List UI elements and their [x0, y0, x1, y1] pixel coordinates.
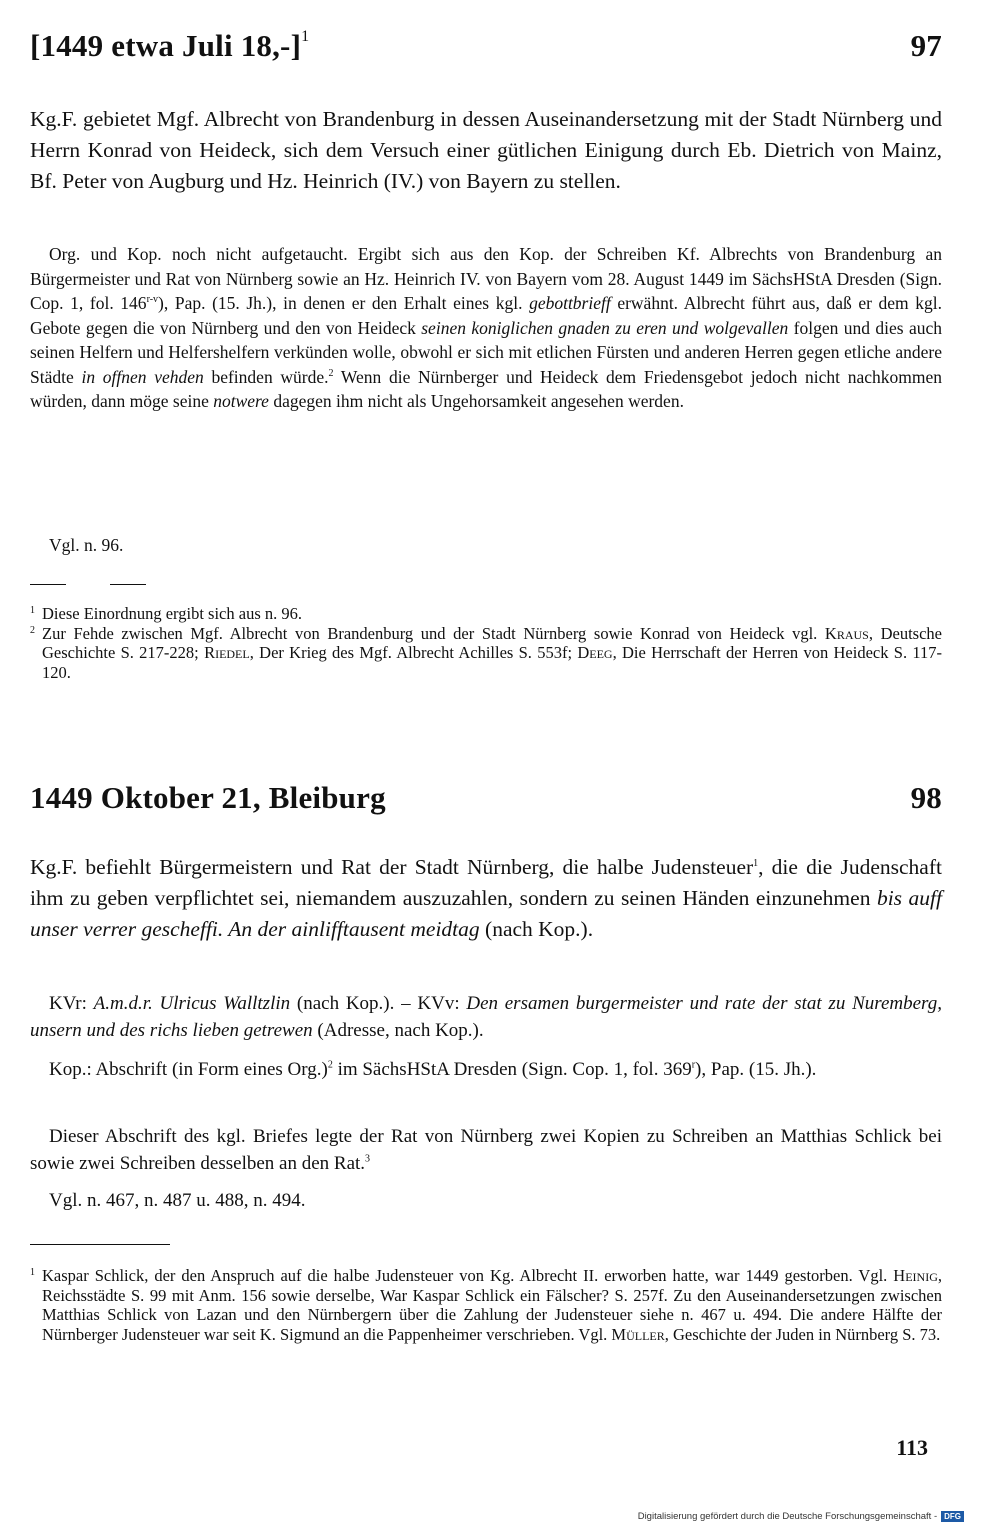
footnote-rule	[110, 584, 146, 585]
entry-97-footnotes	[30, 604, 942, 682]
entry-98-note: Dieser Abschrift des kgl. Briefes legte der Rat von Nürnberg zwei Kopien zu Schreiben an Matthias Schlick bei sowie zwei Schreiben desselben an den Rat.$^3$	[30, 1126, 942, 1174]
entry-97-comment: Org. und Kop. noch nicht aufgetaucht. Ergibt sich aus den Kop. der Schreiben Kf. Albrechts von Brandenburg an Bürgermeister und Rat von Nürnberg sowie an Hz. Heinrich IV. von Bayern vom 28. August 1449 im SächsHStA Dresden (Sign. Cop. 1, fol. 146$^{r-v}$), Pap. (15. Jh.), in denen er den Erhalt eines kgl. gebottbrieff erwähnt. Albrecht führt aus, daß er dem kgl. Gebote gegen die von Nürnberg und den von Heideck seinen koniglichen gnaden zu eren und wolgevallen folgen und dies auch seinen Helfern und Helfershelfern verkünden wolle, obwohl er sich mit etlichen Fürsten und anderen Herren gegen etliche andere Städte in offnen vehden befinden würde.$^2$ Wenn die Nürnberger und Heideck dem Friedensgebot jedoch nicht nachkommen würden, dann möge seine notwere dagegen ihm nicht als Ungehorsamkeit angesehen werden.	[30, 244, 943, 411]
entry-97-regest: Kg.F. gebietet Mgf. Albrecht von Brandenburg in dessen Auseinandersetzung mit der Stadt Nürnberg und Herrn Konrad von Heideck, sich dem Versuch einer gütlichen Einigung durch Eb. Dietrich von Mainz, Bf. Peter von Augburg und Hz. Heinrich (IV.) von Bayern zu stellen.	[30, 107, 942, 193]
footnote: 1 Kaspar Schlick, der den Anspruch auf die halbe Judensteuer von Kg. Albrecht II. erworben hatte, war 1449 gestorben. Vgl. Heinig, Reichsstädte S. 99 mit Anm. 156 sowie derselbe, War Kaspar Schlick ein Fälscher? S. 257f. Zu den Auseinandersetzungen zwischen Matthias Schlick von Lazan und den Nürnbergern über die Zahlung der Judensteuer siehe n. 467 u. 494. Die andere Hälfte der Nürnberger Judensteuer war seit K. Sigmund an die Pappenheimer verschrieben. Vgl. Müller, Geschichte der Juden in Nürnberg S. 73.	[30, 1266, 942, 1344]
entry-98-regest: Kg.F. befiehlt Bürgermeistern und Rat der Stadt Nürnberg, die halbe Judensteuer$^1$, die die Judenschaft ihm zu geben verpflichtet sei, niemandem auszuzahlen, sondern zu seinen Händen einzunehmen bis auff unser verrer gescheffi. An der ainlifftausent meidtag (nach Kop.).	[30, 855, 942, 941]
entry-98-kopie: Kop.: Abschrift (in Form eines Org.)$^2$ im SächsHStA Dresden (Sign. Cop. 1, fol. 369$^r$), Pap. (15. Jh.).	[49, 1059, 817, 1080]
entry-97-heading-note-ref: 1	[301, 27, 310, 45]
footnote-rule	[30, 1244, 170, 1245]
footnote: 1 Diese Einordnung ergibt sich aus n. 96.	[30, 604, 302, 623]
dfg-logo: DFG	[941, 1511, 964, 1522]
page-number: 113	[896, 1435, 928, 1460]
entry-98-heading	[30, 780, 942, 830]
entry-98-footnotes	[30, 1266, 942, 1344]
credit-text: Digitalisierung gefördert durch die Deutsche Forschungsgemeinschaft -	[637, 1511, 938, 1522]
footnote: 2 Zur Fehde zwischen Mgf. Albrecht von Brandenburg und der Stadt Nürnberg sowie Konrad von Heideck vgl. Kraus, Deutsche Geschichte S. 217-228; Riedel, Der Krieg des Mgf. Albrecht Achilles S. 553f; Deeg, Die Herrschaft der Herren von Heideck S. 117-120.	[30, 623, 942, 682]
footnote-rule	[30, 584, 66, 585]
digitization-credit	[638, 1511, 964, 1522]
entry-97-date: [1449 etwa Juli 18,-]	[30, 28, 302, 63]
entry-97-heading	[30, 28, 942, 78]
entry-97-vgl: Vgl. n. 96.	[49, 535, 124, 555]
entry-98-kanzleivermerk: KVr: A.m.d.r. Ulricus Walltzlin (nach Kop.). – KVv: Den ersamen burgermeister und rate der stat zu Nuremberg, unsern und des richs lieben getrewen (Adresse, nach Kop.).	[30, 993, 942, 1041]
entry-98-date: 1449 Oktober 21, Bleiburg	[30, 780, 386, 815]
entry-98-number: 98	[910, 780, 942, 815]
entry-97-number: 97	[910, 28, 942, 63]
entry-98-vgl: Vgl. n. 467, n. 487 u. 488, n. 494.	[49, 1190, 306, 1211]
